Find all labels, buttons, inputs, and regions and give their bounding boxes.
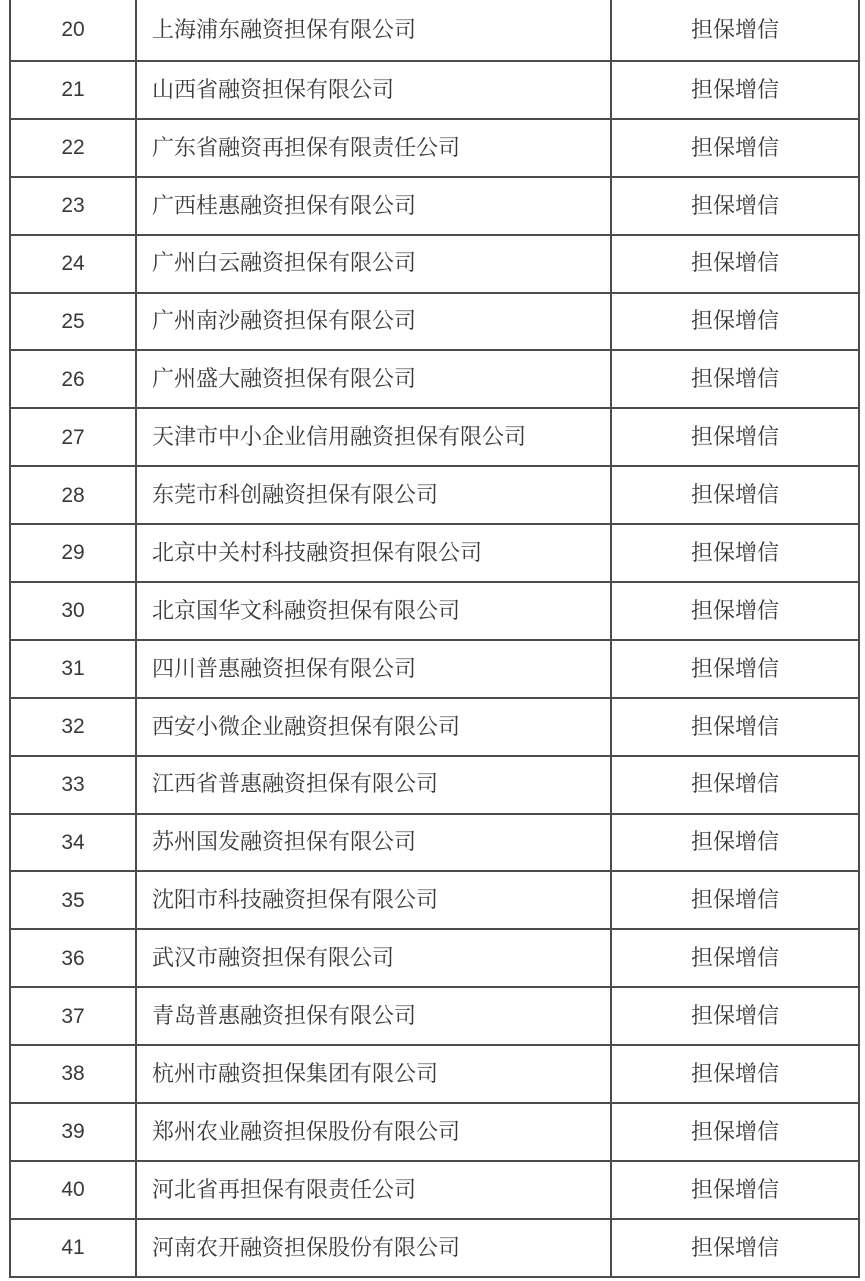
row-number: 41 [11,1220,137,1278]
company-name: 广东省融资再担保有限责任公司 [137,120,612,178]
company-name: 北京中关村科技融资担保有限公司 [137,525,612,583]
category-label: 担保增信 [612,351,860,409]
row-number: 32 [11,699,137,757]
row-number: 23 [11,178,137,236]
category-label: 担保增信 [612,872,860,930]
row-number: 29 [11,525,137,583]
category-label: 担保增信 [612,757,860,815]
row-number: 34 [11,815,137,873]
company-name: 河南农开融资担保股份有限公司 [137,1220,612,1278]
row-number: 37 [11,988,137,1046]
row-number: 38 [11,1046,137,1104]
row-number: 22 [11,120,137,178]
category-label: 担保增信 [612,930,860,988]
row-number: 24 [11,236,137,294]
guarantee-companies-table [9,0,860,1278]
row-number: 28 [11,467,137,525]
category-label: 担保增信 [612,1046,860,1104]
category-label: 担保增信 [612,583,860,641]
company-name: 河北省再担保有限责任公司 [137,1162,612,1220]
company-name: 苏州国发融资担保有限公司 [137,815,612,873]
company-name: 北京国华文科融资担保有限公司 [137,583,612,641]
row-number: 30 [11,583,137,641]
company-name: 杭州市融资担保集团有限公司 [137,1046,612,1104]
company-name: 东莞市科创融资担保有限公司 [137,467,612,525]
company-name: 天津市中小企业信用融资担保有限公司 [137,409,612,467]
category-label: 担保增信 [612,294,860,352]
company-name: 广西桂惠融资担保有限公司 [137,178,612,236]
category-label: 担保增信 [612,1220,860,1278]
category-label: 担保增信 [612,1162,860,1220]
row-number: 31 [11,641,137,699]
category-label: 担保增信 [612,409,860,467]
row-number: 27 [11,409,137,467]
row-number: 35 [11,872,137,930]
company-name: 广州南沙融资担保有限公司 [137,294,612,352]
company-name: 江西省普惠融资担保有限公司 [137,757,612,815]
company-name: 广州盛大融资担保有限公司 [137,351,612,409]
row-number: 20 [11,0,137,62]
row-number: 36 [11,930,137,988]
category-label: 担保增信 [612,62,860,120]
row-number: 26 [11,351,137,409]
category-label: 担保增信 [612,525,860,583]
company-name: 山西省融资担保有限公司 [137,62,612,120]
company-name: 广州白云融资担保有限公司 [137,236,612,294]
category-label: 担保增信 [612,467,860,525]
category-label: 担保增信 [612,1104,860,1162]
category-label: 担保增信 [612,120,860,178]
category-label: 担保增信 [612,236,860,294]
category-label: 担保增信 [612,988,860,1046]
company-name: 武汉市融资担保有限公司 [137,930,612,988]
company-name: 西安小微企业融资担保有限公司 [137,699,612,757]
category-label: 担保增信 [612,815,860,873]
category-label: 担保增信 [612,178,860,236]
company-name: 沈阳市科技融资担保有限公司 [137,872,612,930]
company-name: 四川普惠融资担保有限公司 [137,641,612,699]
row-number: 25 [11,294,137,352]
row-number: 40 [11,1162,137,1220]
row-number: 33 [11,757,137,815]
row-number: 21 [11,62,137,120]
row-number: 39 [11,1104,137,1162]
company-name: 青岛普惠融资担保有限公司 [137,988,612,1046]
category-label: 担保增信 [612,0,860,62]
category-label: 担保增信 [612,699,860,757]
company-name: 上海浦东融资担保有限公司 [137,0,612,62]
company-name: 郑州农业融资担保股份有限公司 [137,1104,612,1162]
category-label: 担保增信 [612,641,860,699]
